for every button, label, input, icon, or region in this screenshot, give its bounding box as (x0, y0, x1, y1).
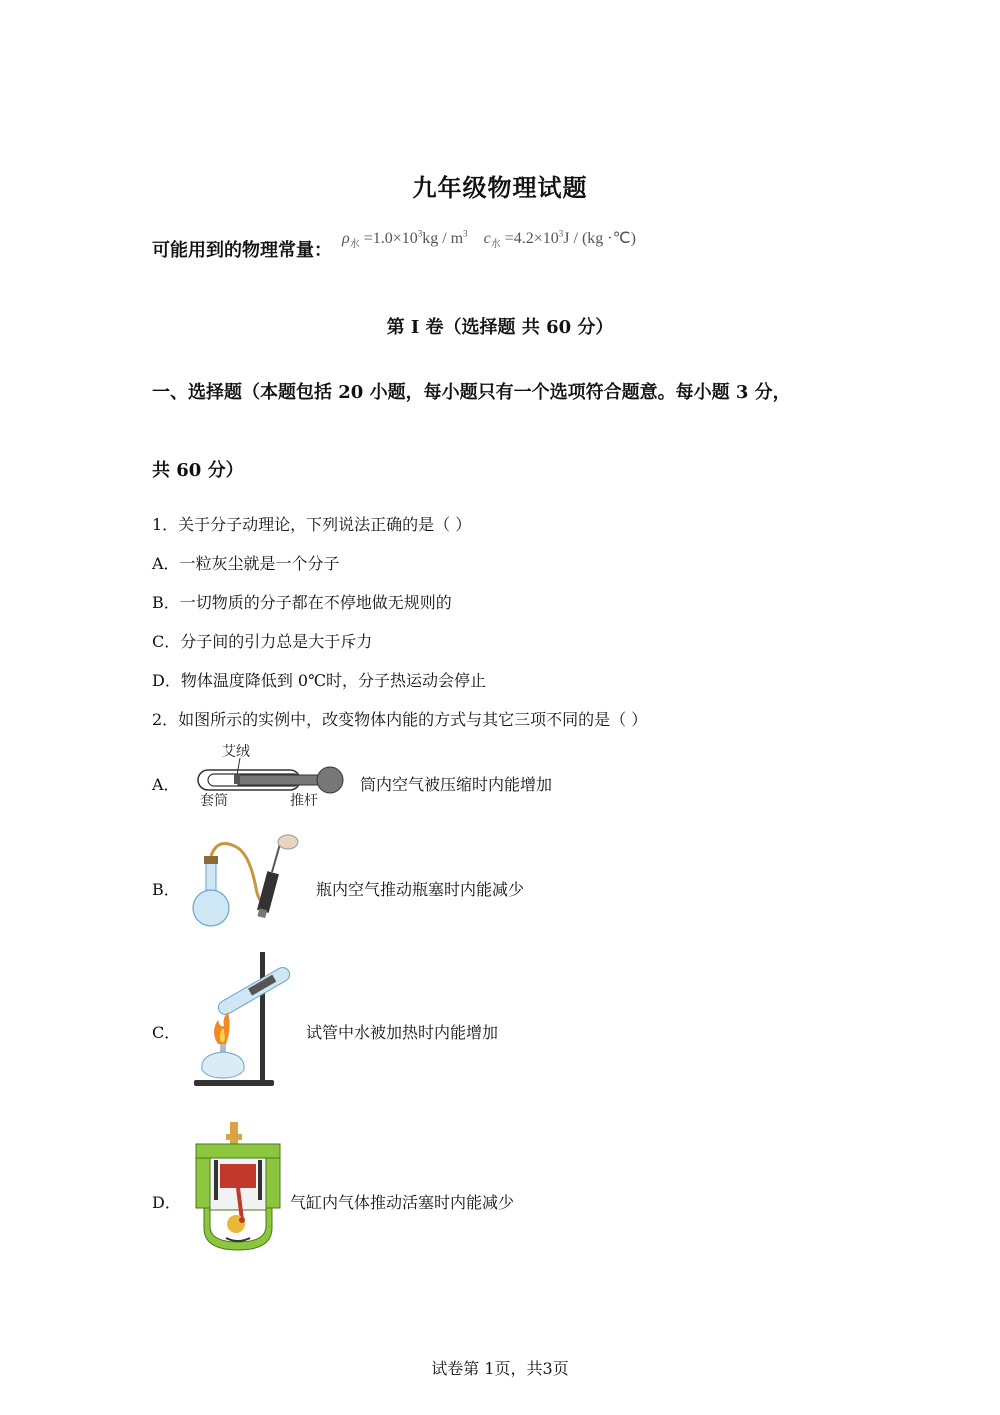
section-heading-line2: 共 60 分） (152, 460, 244, 481)
rho-sub: 水 (349, 239, 360, 250)
rho-exp: 3 (417, 228, 423, 239)
question-1-stem: 1．关于分子动理论，下列说法正确的是（ ） (152, 515, 472, 534)
c-unit: J / (kg ·℃) (563, 229, 636, 247)
fire-piston-figure (190, 740, 350, 812)
rho-value: =1.0×10 (363, 229, 418, 247)
question-2-option-b-text: 瓶内空气推动瓶塞时内能减少 (316, 880, 525, 899)
flask-pump-figure (188, 830, 308, 930)
question-1-option-a: A．一粒灰尘就是一个分子 (152, 554, 340, 573)
question-2-option-d-text: 气缸内气体推动活塞时内能减少 (290, 1193, 515, 1212)
question-1-option-b: B．一切物质的分子都在不停地做无规则的 (152, 593, 452, 612)
question-2-stem: 2．如图所示的实例中，改变物体内能的方式与其它三项不同的是（ ） (152, 710, 648, 729)
c-exp: 3 (558, 228, 564, 239)
constants-label: 可能用到的物理常量： (152, 240, 332, 261)
page-title: 九年级物理试题 (412, 173, 588, 202)
c-symbol: c (483, 229, 491, 247)
question-2-option-c-text: 试管中水被加热时内能增加 (306, 1023, 499, 1042)
section-heading-line1: 一、选择题（本题包括 20 小题，每小题只有一个选项符合题意。每小题 3 分， (152, 382, 791, 403)
question-2-option-a-text: 筒内空气被压缩时内能增加 (360, 775, 553, 794)
question-1-option-d: D．物体温度降低到 0℃时，分子热运动会停止 (152, 671, 486, 690)
rho-symbol: ρ (342, 229, 350, 247)
constants-line (152, 228, 636, 262)
engine-cylinder-figure (190, 1120, 286, 1254)
question-1-option-c: C．分子间的引力总是大于斥力 (152, 632, 373, 651)
page-footer: 试卷第 1页，共3页 (431, 1359, 569, 1378)
c-sub: 水 (490, 239, 501, 250)
question-2-option-a-label: A． (152, 775, 180, 794)
question-2-option-b-label: B． (152, 880, 180, 899)
test-tube-heating-figure (188, 948, 298, 1090)
question-2-option-d-label: D． (152, 1193, 181, 1212)
figure-label-rod: 推杆 (290, 793, 318, 809)
volume-heading: 第 I 卷（选择题 共 60 分） (386, 317, 614, 338)
rho-unit: kg / m (422, 229, 464, 247)
figure-label-mugwort: 艾绒 (222, 744, 250, 760)
rho-unit-exp: 3 (463, 228, 468, 239)
question-2-option-c-label: C． (152, 1023, 181, 1042)
c-value: =4.2×10 (504, 229, 559, 247)
figure-label-sleeve: 套筒 (200, 793, 228, 809)
constants-formula (342, 228, 636, 250)
